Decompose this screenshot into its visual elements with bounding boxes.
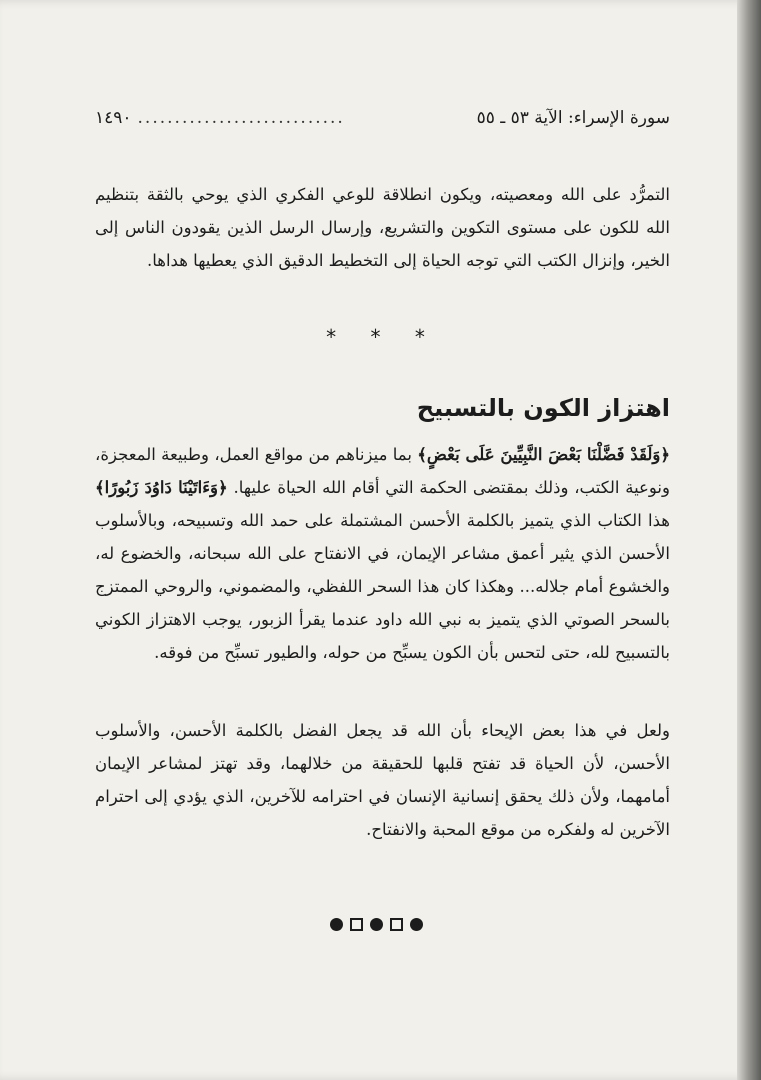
paragraph-3: ولعل في هذا بعض الإيحاء بأن الله قد يجعل الفضل بالكلمة الأحسن، والأسلوب الأحسن، لأن الحياة قد تفتح قلبها للحقيقة من خلالهما، وقد تهتز لمشاعر الإيمان أمامهما، ولأن ذلك يحقق إنسانية الإنسان في احترامه للآخرين، الذي يؤدي إلى احترام الآخرين له ولفكره من موقع المحبة والانفتاح. [95,721,670,839]
book-spine-shadow [737,0,761,1080]
ornament-square-icon [350,918,363,931]
end-ornament [0,918,752,931]
paragraph-2 [95,438,670,669]
section-separator: * * * [326,325,439,349]
ornament-circle-icon [410,918,423,931]
section-heading: اهتزاز الكون بالتسبيح [416,394,670,422]
quran-verse-2: ﴿وَءَاتَيْنَا دَاوُدَ زَبُورًا﴾ [95,478,228,497]
ornament-circle-icon [370,918,383,931]
header-leader-dots: ............................ [137,108,345,128]
header-surah-title: سورة الإسراء: الآية ٥٣ ـ ٥٥ [476,108,670,128]
paragraph-1: التمرُّد على الله ومعصيته، ويكون انطلاقة للوعي الفكري الذي يوحي بالثقة بتنظيم الله للكون على مستوى التكوين والتشريع، وإرسال الرسل الذين يقودون الناس إلى الخير، وإنزال الكتب التي توجه الحياة إلى التخطيط الدقيق الذي يعطيها هداها. [95,185,670,270]
page-number: ١٤٩٠ [95,108,132,128]
quran-verse-1: ﴿وَلَقَدْ فَضَّلْنَا بَعْضَ النَّبِيِّينَ عَلَى بَعْضٍ﴾ [417,445,670,464]
paragraph-2-text-1: بما ميزناهم من مواقع العمل، وطبيعة المعجزة، ونوعية الكتب، وذلك بمقتضى الحكمة التي أقام الله الحياة عليها. [95,445,670,497]
paragraph-2-text-2: هذا الكتاب الذي يتميز بالكلمة الأحسن المشتملة على حمد الله وتسبيحه، وبالأسلوب الأحسن الذي يثير أعمق مشاعر الإيمان، في الانفتاح على الله سبحانه، والخضوع له، والخشوع أمام جلاله... وهكذا كان هذا السحر اللفظي، والمضموني، والروحي الممتزج بالسحر الصوتي الذي يتميز به نبي الله داود عندما يقرأ الزبور، يوجب الاهتزاز الكوني بالتسبيح لله، حتى لتحس بأن الكون يسبِّح من حوله، والطيور تسبِّح من فوقه. [95,511,670,662]
running-header [95,103,670,133]
ornament-square-icon [390,918,403,931]
ornament-circle-icon [330,918,343,931]
